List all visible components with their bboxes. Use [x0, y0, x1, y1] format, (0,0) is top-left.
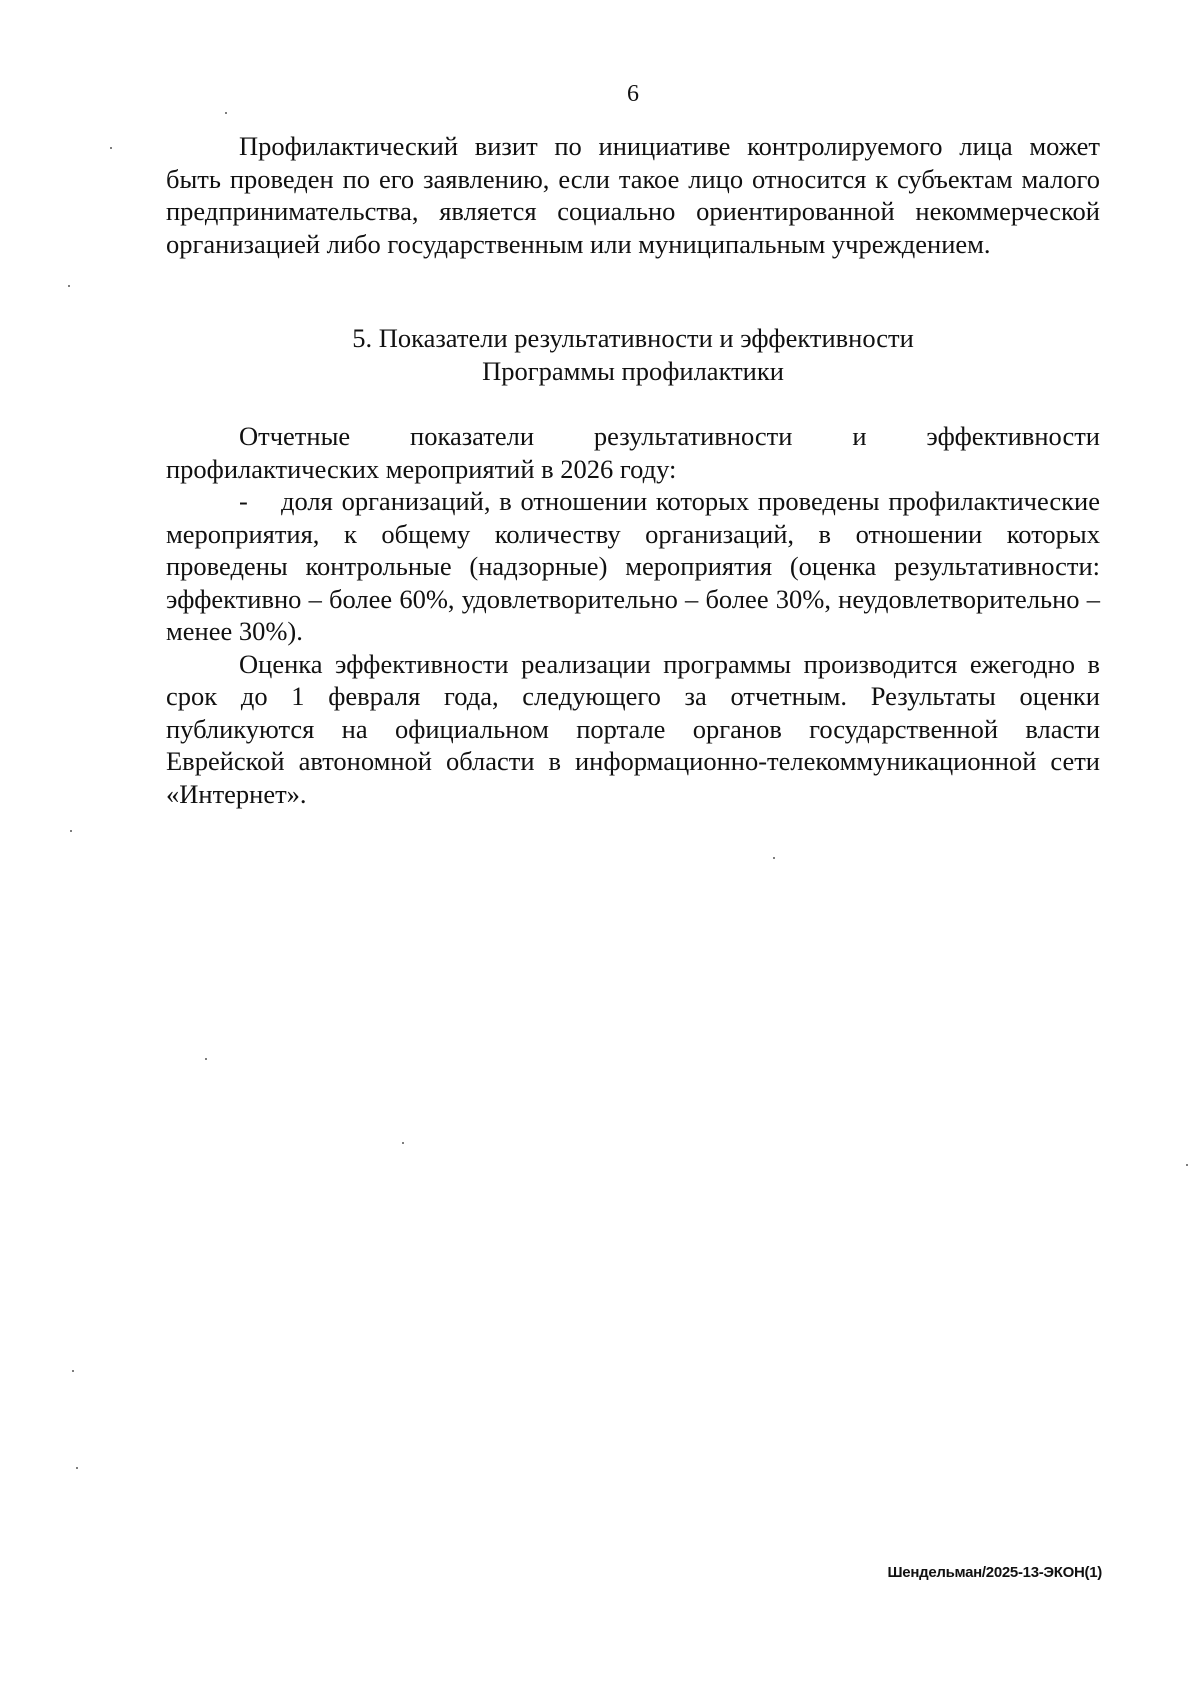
scan-speck: [1186, 1164, 1188, 1166]
scan-speck: [70, 830, 72, 832]
document-code: Шендельман/2025-13-ЭКОН(1): [887, 1564, 1102, 1581]
section-title-line-1: 5. Показатели результативности и эффективности: [352, 323, 914, 353]
scan-speck: [68, 285, 70, 287]
paragraph-assessment: Оценка эффективности реализации программы производится ежегодно в срок до 1 февраля года, следующего за отчетным. Результаты оценки публикуются на официальном портале органов государственной власти Еврейской автономной области в информационно-телекоммуникационной сети «Интернет».: [166, 648, 1100, 809]
scan-speck: [773, 857, 775, 859]
paragraph-preventive-visit: Профилактический визит по инициативе контролируемого лица может быть проведен по его заявлению, если такое лицо относится к субъектам малого предпринимательства, является социально ориентированной некоммерческой организацией либо государственным или муниципальным учреждением.: [166, 131, 1100, 259]
scan-speck: [225, 112, 227, 114]
scan-speck: [72, 1370, 74, 1372]
bullet-item-share: [166, 485, 1100, 648]
scan-speck: [110, 147, 112, 149]
paragraph-indicators-intro: Отчетные показатели результативности и эффективности профилактических мероприятий в 2026 году:: [166, 421, 1100, 484]
section-title-line-2: Программы профилактики: [482, 355, 784, 386]
page-number: 6: [627, 81, 639, 107]
bullet-item-text: доля организаций, в отношении которых проведены профилактические мероприятия, к общему количеству организаций, в отношении которых проведены контрольные (надзорные) мероприятия (оценка результативности: эффективно – более 60%, удовлетворительно – более 30%, неудовлетворительно – менее 30%).: [166, 486, 1100, 646]
scan-speck: [205, 1058, 207, 1060]
indicators-section: [166, 420, 1100, 810]
scan-speck: [76, 1467, 78, 1469]
section-heading: [166, 322, 1100, 387]
bullet-dash: -: [239, 486, 248, 516]
intro-section: [166, 130, 1100, 260]
scan-speck: [402, 1142, 404, 1144]
